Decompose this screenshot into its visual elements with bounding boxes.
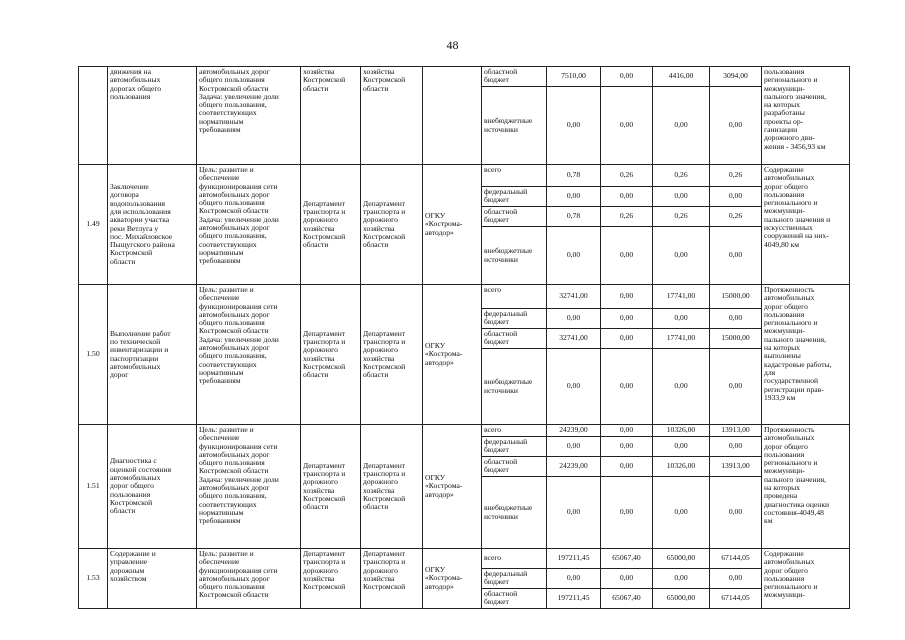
goal-cell: Цель: развитие и обеспечение функционирования сети автомобильных дорог общего пользования Костромской области Задача: увеличение доли автомобильных дорог общего пользования, соответствующих нормативным требованиям <box>197 425 301 549</box>
value-cell: 0,00 <box>547 477 601 549</box>
budget-extra-label: внебюджетные источники <box>482 87 547 165</box>
value-cell: 15000,00 <box>710 285 762 309</box>
budget-federal-label: федеральный бюджет <box>482 569 547 589</box>
budget-extra-label: внебюджетные источники <box>482 349 547 425</box>
executor-cell: хозяйства Костромской области <box>361 67 423 165</box>
value-cell: 10326,00 <box>653 425 710 437</box>
value-cell: 13913,00 <box>710 457 762 477</box>
value-cell: 0,00 <box>601 309 653 329</box>
value-cell: 32741,00 <box>547 329 601 349</box>
value-cell: 0,00 <box>547 309 601 329</box>
value-cell: 0,00 <box>601 569 653 589</box>
value-cell: 0,26 <box>601 207 653 227</box>
table-row <box>79 165 850 187</box>
table-row <box>79 549 850 569</box>
value-cell: 67144,05 <box>710 589 762 609</box>
budget-federal-label: федеральный бюджет <box>482 437 547 457</box>
budget-total-label: всего <box>482 165 547 187</box>
value-cell: 3094,00 <box>710 67 762 87</box>
value-cell: 0,00 <box>710 349 762 425</box>
value-cell: 0,00 <box>547 87 601 165</box>
budget-total-label: всего <box>482 425 547 437</box>
budget-total-label: всего <box>482 549 547 569</box>
goal-cell: Цель: развитие и обеспечение функционирования сети автомобильных дорог общего пользования Костромской области Задача: увеличение доли автомобильных дорог общего пользования, соответствующих нормативным требованиям <box>197 165 301 285</box>
coexecutor-cell: Департамент транспорта и дорожного хозяйства Костромской <box>301 549 361 609</box>
value-cell: 0,00 <box>710 569 762 589</box>
value-cell: 197211,45 <box>547 549 601 569</box>
agency-cell: ОГКУ «Костромa- автодор» <box>423 165 482 285</box>
value-cell: 0,00 <box>601 285 653 309</box>
value-cell: 17741,00 <box>653 285 710 309</box>
value-cell: 24239,00 <box>547 457 601 477</box>
coexecutor-cell: Департамент транспорта и дорожного хозяйства Костромской области <box>301 285 361 425</box>
value-cell: 0,00 <box>547 569 601 589</box>
value-cell: 13913,00 <box>710 425 762 437</box>
value-cell: 0,00 <box>710 87 762 165</box>
row-number: 1.51 <box>79 425 108 549</box>
executor-cell: Департамент транспорта и дорожного хозяйства Костромской области <box>361 165 423 285</box>
value-cell: 0,26 <box>653 207 710 227</box>
row-number: 1.50 <box>79 285 108 425</box>
value-cell: 0,00 <box>653 569 710 589</box>
budget-federal-label: федеральный бюджет <box>482 187 547 207</box>
value-cell: 0,00 <box>710 187 762 207</box>
value-cell: 0,26 <box>710 165 762 187</box>
measure-name: Заключение договора водопользования для использования акватории участка реки Ветлуга у пос. Михайловское Пыщугского района Костромской области <box>108 165 197 285</box>
value-cell: 0,26 <box>601 165 653 187</box>
row-number: 1.49 <box>79 165 108 285</box>
budget-regional-label: областной бюджет <box>482 329 547 349</box>
result-cell: Содержание автомобильных дорог общего пользования регионального и межмуници- пального значения и искусственных сооружений на них- 4049,80 км <box>762 165 850 285</box>
value-cell: 10326,00 <box>653 457 710 477</box>
result-cell: пользования регионального и межмуници- пального значения, на которых разработаны проекты ор- ганизации дорожного дви- жения - 3456,93 км <box>762 67 850 165</box>
goal-cell: Цель: развитие и обеспечение функционирования сети автомобильных дорог общего пользования Костромской области Задача: увеличение доли автомобильных дорог общего пользования, соответствующих нормативным требованиям <box>197 285 301 425</box>
value-cell: 0,00 <box>653 477 710 549</box>
value-cell: 17741,00 <box>653 329 710 349</box>
coexecutor-cell: Департамент транспорта и дорожного хозяйства Костромской области <box>301 425 361 549</box>
budget-regional-label: областной бюджет <box>482 207 547 227</box>
result-cell: Протяженность автомобильных дорог общего пользования регионального и межмуници- пального значения, на которых проведена диагностика оценки состояния-4049,48 км <box>762 425 850 549</box>
value-cell: 0,00 <box>601 67 653 87</box>
value-cell: 0,78 <box>547 207 601 227</box>
value-cell: 0,78 <box>547 165 601 187</box>
goal-cell: автомобильных дорог общего пользования Костромской области Задача: увеличение доли общего пользования, соответствующих нормативным требованиям <box>197 67 301 165</box>
agency-cell: ОГКУ «Кострома- автодор» <box>423 549 482 609</box>
value-cell: 0,00 <box>601 457 653 477</box>
result-cell: Протяженность автомобильных дорог общего пользования регионального и межмуници- пального значения, на которых выполнены кадастровые работы, для государственной регистрации прав- 1933,9 км <box>762 285 850 425</box>
value-cell: 0,00 <box>710 477 762 549</box>
value-cell: 197211,45 <box>547 589 601 609</box>
value-cell: 0,00 <box>601 349 653 425</box>
budget-extra-label: внебюджетные источники <box>482 227 547 285</box>
value-cell: 24239,00 <box>547 425 601 437</box>
page-number: 48 <box>446 38 459 52</box>
value-cell: 15000,00 <box>710 329 762 349</box>
value-cell: 0,00 <box>601 329 653 349</box>
row-number: 1.53 <box>79 549 108 609</box>
value-cell: 65000,00 <box>653 549 710 569</box>
value-cell: 32741,00 <box>547 285 601 309</box>
coexecutor-cell: Департамент транспорта и дорожного хозяйства Костромской области <box>301 165 361 285</box>
executor-cell: Департамент транспорта и дорожного хозяйства Костромской области <box>361 425 423 549</box>
value-cell: 0,00 <box>547 437 601 457</box>
agency-cell: ОГКУ «Кострома- автодор» <box>423 285 482 425</box>
value-cell: 4416,00 <box>653 67 710 87</box>
measure-name: Содержание и управление дорожным хозяйством <box>108 549 197 609</box>
value-cell: 0,00 <box>653 87 710 165</box>
value-cell: 0,00 <box>547 349 601 425</box>
value-cell: 0,00 <box>601 425 653 437</box>
value-cell: 0,00 <box>710 309 762 329</box>
table-row <box>79 67 850 87</box>
budget-extra-label: внебюджетные источники <box>482 477 547 549</box>
value-cell: 65067,40 <box>601 589 653 609</box>
value-cell: 0,00 <box>601 187 653 207</box>
value-cell: 0,00 <box>601 227 653 285</box>
value-cell: 65067,40 <box>601 549 653 569</box>
program-table <box>78 66 850 609</box>
agency-cell <box>423 67 482 165</box>
measure-name: Диагностика с оценкой состояния автомобильных дорог общего пользования Костромской области <box>108 425 197 549</box>
executor-cell: Департамент транспорта и дорожного хозяйства Костромской области <box>361 285 423 425</box>
value-cell: 0,00 <box>653 349 710 425</box>
result-cell: Содержание автомобильных дорог общего пользования регионального и межмуници- <box>762 549 850 609</box>
executor-cell: Департамент транспорта и дорожного хозяйства Костромской <box>361 549 423 609</box>
value-cell: 0,00 <box>653 309 710 329</box>
value-cell: 0,00 <box>653 227 710 285</box>
budget-regional-label: областной бюджет <box>482 457 547 477</box>
table-row <box>79 285 850 309</box>
value-cell: 0,00 <box>547 187 601 207</box>
value-cell: 0,00 <box>601 87 653 165</box>
value-cell: 0,00 <box>710 227 762 285</box>
value-cell: 0,00 <box>547 227 601 285</box>
value-cell: 0,00 <box>653 187 710 207</box>
table-row <box>79 425 850 437</box>
measure-name: движения на автомобильных дорогах общего пользования <box>108 67 197 165</box>
budget-federal-label: федеральный бюджет <box>482 309 547 329</box>
value-cell: 0,26 <box>710 207 762 227</box>
goal-cell: Цель: развитие и обеспечение функционирования сети автомобильных дорог общего пользования Костромской области <box>197 549 301 609</box>
value-cell: 0,00 <box>601 477 653 549</box>
budget-total-label: всего <box>482 285 547 309</box>
value-cell: 0,00 <box>601 437 653 457</box>
measure-name: Выполнение работ по технической инвентаризации и паспортизации автомобильных дорог <box>108 285 197 425</box>
value-cell: 65000,00 <box>653 589 710 609</box>
budget-regional-label: областной бюджет <box>482 67 547 87</box>
row-number <box>79 67 108 165</box>
value-cell: 0,00 <box>653 437 710 457</box>
agency-cell: ОГКУ «Кострома- автодор» <box>423 425 482 549</box>
coexecutor-cell: хозяйства Костромской области <box>301 67 361 165</box>
value-cell: 0,26 <box>653 165 710 187</box>
value-cell: 7510,00 <box>547 67 601 87</box>
budget-regional-label: областной бюджет <box>482 589 547 609</box>
value-cell: 0,00 <box>710 437 762 457</box>
value-cell: 67144,05 <box>710 549 762 569</box>
